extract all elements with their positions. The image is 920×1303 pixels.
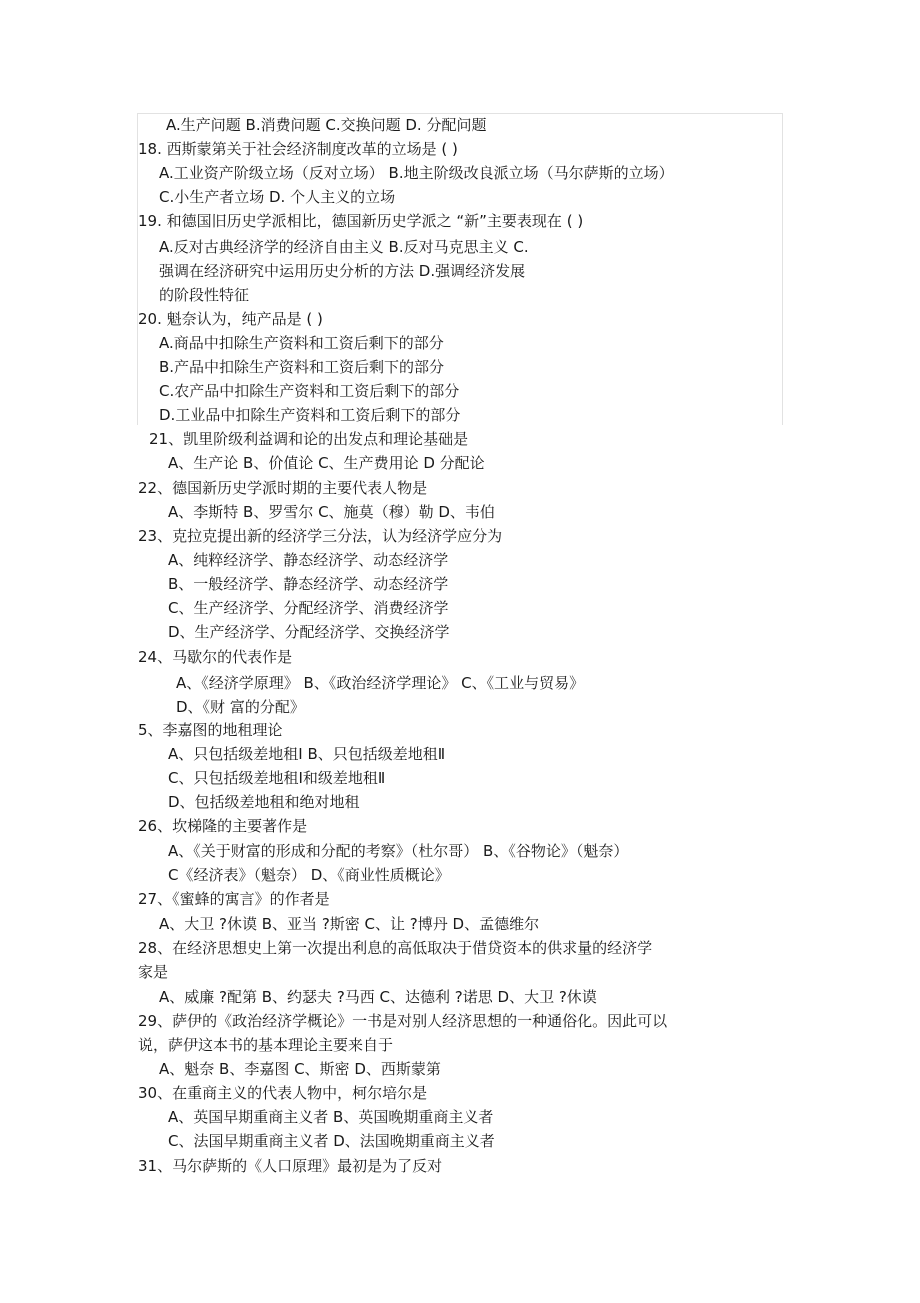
q27-options: A、大卫 ?休谟 B、亚当 ?斯密 C、让 ?博丹 D、孟德维尔 xyxy=(159,915,540,933)
q19-options-line3: 的阶段性特征 xyxy=(159,286,250,304)
q23-option-c: C、生产经济学、分配经济学、消费经济学 xyxy=(168,599,449,617)
question-31: 31、马尔萨斯的《人口原理》最初是为了反对 xyxy=(138,1157,443,1175)
q23-option-d: D、生产经济学、分配经济学、交换经济学 xyxy=(168,623,450,641)
question-24: 24、马歇尔的代表作是 xyxy=(138,648,293,666)
q24-option-d: D、《财 富的分配》 xyxy=(176,698,305,716)
question-21: 21、凯里阶级利益调和论的出发点和理论基础是 xyxy=(149,430,469,448)
question-27: 27、《蜜蜂的寓言》的作者是 xyxy=(138,890,330,908)
q20-option-a: A.商品中扣除生产资料和工资后剩下的部分 xyxy=(159,334,444,352)
question-23: 23、克拉克提出新的经济学三分法，认为经济学应分为 xyxy=(138,527,503,545)
q20-option-d: D.工业品中扣除生产资料和工资后剩下的部分 xyxy=(159,406,461,424)
q30-options-ab: A、英国早期重商主义者 B、英国晚期重商主义者 xyxy=(168,1108,494,1126)
q22-options: A、李斯特 B、罗雪尔 C、施莫（穆）勒 D、韦伯 xyxy=(168,503,495,521)
q25-option-c: C、只包括级差地租Ⅰ和级差地租Ⅱ xyxy=(168,769,386,787)
question-28-line2: 家是 xyxy=(138,963,169,981)
q26-options-ab: A、《关于财富的形成和分配的考察》（杜尔哥） B、《谷物论》（魁奈） xyxy=(168,842,629,860)
question-25: 5、李嘉图的地租理论 xyxy=(138,721,283,739)
q19-options-line2: 强调在经济研究中运用历史分析的方法 D.强调经济发展 xyxy=(159,262,526,280)
question-19: 19. 和德国旧历史学派相比，德国新历史学派之 “新”主要表现在 ( ) xyxy=(138,212,584,230)
question-22: 22、德国新历史学派时期的主要代表人物是 xyxy=(138,479,428,497)
q18-options-ab: A.工业资产阶级立场（反对立场） B.地主阶级改良派立场（马尔萨斯的立场） xyxy=(159,164,674,182)
question-29-line1: 29、萨伊的《政治经济学概论》一书是对别人经济思想的一种通俗化。因此可以 xyxy=(138,1012,668,1030)
q30-options-cd: C、法国早期重商主义者 D、法国晚期重商主义者 xyxy=(168,1132,495,1150)
q29-options: A、魁奈 B、李嘉图 C、斯密 D、西斯蒙第 xyxy=(159,1060,441,1078)
question-30: 30、在重商主义的代表人物中，柯尔培尔是 xyxy=(138,1084,428,1102)
q25-options-ab: A、只包括级差地租Ⅰ B、只包括级差地租Ⅱ xyxy=(168,745,446,763)
q26-options-cd: C《经济表》（魁奈） D、《商业性质概论》 xyxy=(168,866,450,884)
question-26: 26、坎梯隆的主要著作是 xyxy=(138,817,308,835)
q25-option-d: D、包括级差地租和绝对地租 xyxy=(168,793,360,811)
q19-options-line1: A.反对古典经济学的经济自由主义 B.反对马克思主义 C. xyxy=(159,238,529,256)
q17-options: A.生产问题 B.消费问题 C.交换问题 D. 分配问题 xyxy=(166,116,487,134)
q20-option-c: C.农产品中扣除生产资料和工资后剩下的部分 xyxy=(159,382,460,400)
q23-option-a: A、纯粹经济学、静态经济学、动态经济学 xyxy=(168,551,449,569)
question-20: 20. 魁奈认为，纯产品是 ( ) xyxy=(138,310,323,328)
q24-options-abc: A、《经济学原理》 B、《政治经济学理论》 C、《工业与贸易》 xyxy=(176,674,585,692)
q28-options: A、威廉 ?配第 B、约瑟夫 ?马西 C、达德利 ?诺思 D、大卫 ?休谟 xyxy=(159,988,597,1006)
question-18: 18. 西斯蒙第关于社会经济制度改革的立场是 ( ) xyxy=(138,140,458,158)
question-29-line2: 说，萨伊这本书的基本理论主要来自于 xyxy=(138,1036,394,1054)
q20-option-b: B.产品中扣除生产资料和工资后剩下的部分 xyxy=(159,358,445,376)
q21-options: A、生产论 B、价值论 C、生产费用论 D 分配论 xyxy=(168,454,485,472)
q23-option-b: B、一般经济学、静态经济学、动态经济学 xyxy=(168,575,449,593)
q18-options-cd: C.小生产者立场 D. 个人主义的立场 xyxy=(159,188,396,206)
question-28-line1: 28、在经济思想史上第一次提出利息的高低取决于借贷资本的供求量的经济学 xyxy=(138,939,653,957)
